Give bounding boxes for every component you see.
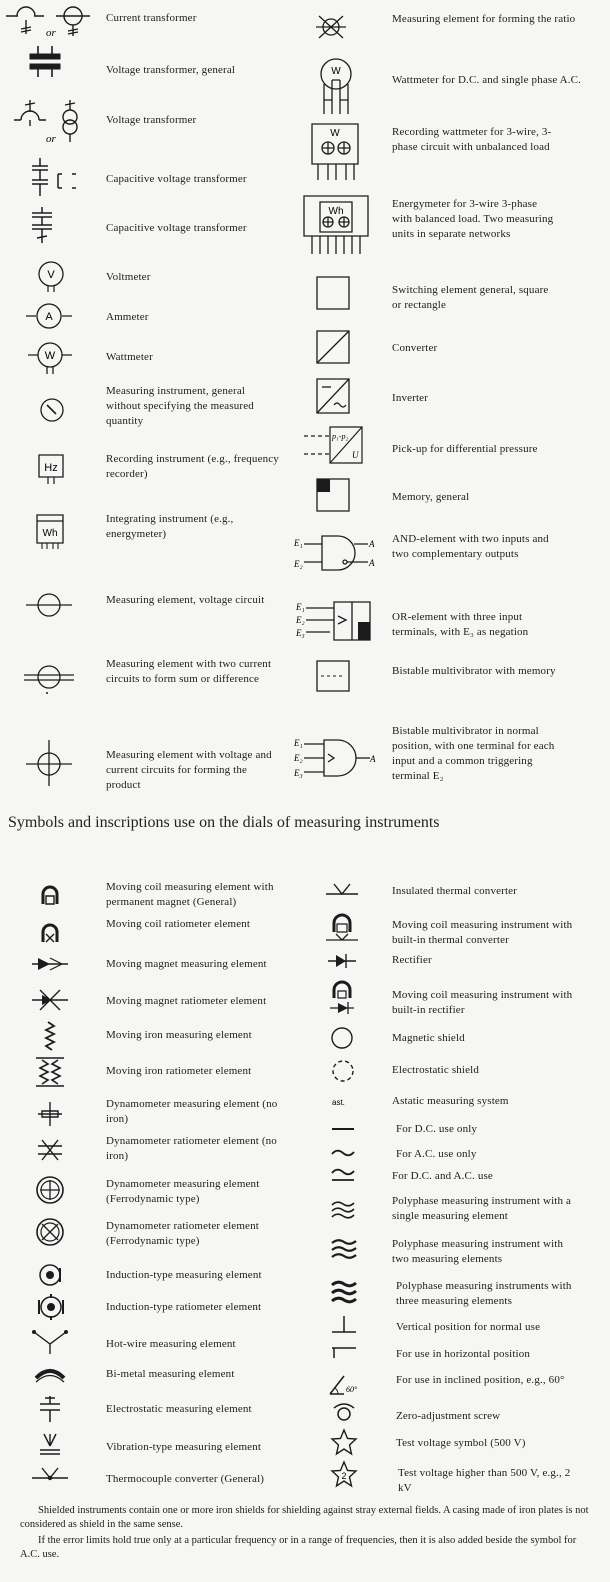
ac-icon: [330, 1146, 356, 1160]
entry-label: Dynamometer ratiometer element (no iron): [106, 1135, 277, 1162]
or-text: or: [46, 133, 56, 145]
entry-label: Recording wattmeter for 3-wire, 3-phase circuit with unbalanced load: [392, 126, 552, 153]
polyphase-single-icon: [330, 1198, 356, 1224]
e1-label: E₁: [294, 738, 303, 748]
ferrodynamic-ratiometer-icon: [34, 1216, 66, 1248]
ammeter-icon: [24, 301, 74, 331]
electrostatic-shield-icon: [330, 1058, 356, 1084]
and-element-icon: [292, 532, 378, 574]
voltage-transformer-general-icon: [26, 44, 66, 78]
dc-icon: [330, 1122, 356, 1136]
entry-label: AND-element with two inputs and two complementary outputs: [392, 533, 549, 560]
test-voltage-icon: [330, 1428, 358, 1456]
entry-label: For A.C. use only: [396, 1148, 477, 1160]
entry-label: Switching element general, square or rectangle: [392, 284, 549, 311]
capacitive-voltage-transformer-alt-icon: [28, 205, 58, 247]
measuring-instrument-icon: [38, 396, 66, 424]
entry-label: Thermocouple converter (General): [106, 1473, 265, 1485]
dc-ac-icon: [330, 1166, 356, 1186]
hot-wire-icon: [30, 1328, 70, 1356]
w-glyph: W: [330, 128, 340, 139]
switching-element-icon: [314, 274, 352, 312]
section-heading: Symbols and inscriptions use on the dials of measuring instruments: [8, 814, 440, 831]
e3-label: E₃: [294, 768, 303, 778]
entry-label: For D.C. and A.C. use: [392, 1170, 493, 1182]
induction-ratiometer-icon: [36, 1292, 66, 1322]
ammeter-glyph: A: [45, 311, 53, 323]
entry-label: Zero-adjustment screw: [396, 1410, 501, 1422]
e2-label: E₂: [294, 753, 303, 763]
entry-label: Induction-type measuring element: [106, 1269, 262, 1281]
entry-label: Polyphase measuring instrument with two measuring elements: [392, 1238, 564, 1265]
entry-label: Induction-type ratiometer element: [106, 1301, 262, 1313]
moving-magnet-icon: [30, 954, 70, 974]
entry-label: Dynamometer measuring element (Ferrodynamic type): [106, 1178, 260, 1205]
thermocouple-icon: [30, 1462, 70, 1488]
entry-label: Wattmeter: [106, 351, 153, 363]
voltmeter-icon: [34, 259, 68, 293]
moving-coil-thermal-icon: [324, 912, 360, 948]
entry-label: Astatic measuring system: [392, 1095, 509, 1107]
entry-label: Voltage transformer: [106, 114, 197, 126]
entry-label: Current transformer: [106, 12, 197, 24]
entry-label: Test voltage higher than 500 V, e.g., 2 kV: [398, 1467, 571, 1494]
moving-iron-ratiometer-icon: [32, 1054, 68, 1090]
moving-coil-icon: [38, 882, 62, 908]
zero-adjustment-icon: [330, 1402, 358, 1424]
deg60-glyph: 60°: [346, 1385, 358, 1394]
two-current-circuit-element-icon: [22, 660, 76, 696]
entry-label: OR-element with three input terminals, with E₃ as negation: [392, 611, 529, 638]
voltage-circuit-element-icon: [24, 590, 74, 620]
entry-label: Insulated thermal converter: [392, 885, 517, 897]
ferrodynamic-icon: [34, 1174, 66, 1206]
entry-label: Moving iron ratiometer element: [106, 1065, 252, 1077]
polyphase-two-icon: [330, 1236, 358, 1264]
entry-label: Dynamometer measuring element (no iron): [106, 1098, 278, 1125]
converter-icon: [314, 328, 352, 366]
entry-label: Vibration-type measuring element: [106, 1441, 262, 1453]
a-out-label: A: [369, 558, 375, 568]
capacitive-voltage-transformer-icon: [28, 156, 80, 200]
dynamometer-icon: [36, 1100, 64, 1128]
entry-label: For use in inclined position, e.g., 60°: [396, 1374, 565, 1386]
voltmeter-glyph: V: [47, 269, 55, 281]
pickup-icon: [302, 424, 366, 468]
bistable-icon: [314, 658, 352, 694]
entry-label: Dynamometer ratiometer element (Ferrodynamic type): [106, 1220, 259, 1247]
entry-label: Test voltage symbol (500 V): [396, 1437, 526, 1449]
moving-coil-rectifier-icon: [326, 980, 358, 1020]
recording-instrument-icon: [36, 452, 66, 486]
vertical-position-icon: [330, 1314, 358, 1336]
entry-label: Moving magnet measuring element: [106, 958, 267, 970]
entry-label: Converter: [392, 342, 438, 354]
moving-coil-ratiometer-icon: [38, 920, 62, 946]
entry-label: Ammeter: [106, 311, 149, 323]
induction-icon: [38, 1262, 64, 1288]
entry-label: Wattmeter for D.C. and single phase A.C.: [392, 74, 582, 86]
a-out-label: A: [369, 539, 375, 549]
current-transformer-icon: [4, 2, 96, 42]
moving-iron-icon: [40, 1020, 60, 1054]
or-element-icon: [294, 598, 374, 644]
energymeter-icon: [300, 192, 372, 258]
e2-label: E₂: [294, 559, 303, 569]
horizontal-position-icon: [330, 1344, 358, 1362]
integrating-instrument-icon: [34, 512, 66, 552]
wh-glyph: Wh: [328, 206, 344, 217]
kv-glyph: 2: [341, 1471, 347, 1481]
entry-label: Recording instrument (e.g., frequency recorder): [106, 453, 279, 480]
hz-glyph: Hz: [44, 462, 58, 474]
entry-label: Electrostatic shield: [392, 1064, 479, 1076]
entry-label: Measuring element with voltage and current circuits for forming the product: [106, 749, 272, 791]
entry-label: Moving iron measuring element: [106, 1029, 252, 1041]
entry-label: Inverter: [392, 392, 429, 404]
entry-label: Capacitive voltage transformer: [106, 222, 247, 234]
wattmeter-icon: [26, 340, 74, 376]
entry-label: Polyphase measuring instrument with a single measuring element: [392, 1195, 572, 1222]
polyphase-three-icon: [330, 1278, 358, 1308]
entry-label: Bi-metal measuring element: [106, 1368, 235, 1380]
entry-label: Moving coil ratiometer element: [106, 918, 251, 930]
e1-label: E₁: [296, 602, 305, 612]
entry-label: Measuring instrument, general without specifying the measured quantity: [106, 385, 254, 427]
or-text: or: [46, 27, 56, 39]
inverter-icon: [314, 376, 352, 416]
entry-label: Capacitive voltage transformer: [106, 173, 247, 185]
entry-label: Voltmeter: [106, 271, 151, 283]
entry-label: Bistable multivibrator with memory: [392, 665, 556, 677]
u-glyph: U: [352, 450, 359, 460]
dynamometer-ratiometer-icon: [36, 1136, 64, 1164]
entry-label: For D.C. use only: [396, 1123, 478, 1135]
e1-label: E₁: [294, 538, 303, 548]
magnetic-shield-icon: [330, 1026, 354, 1050]
inclined-position-icon: [326, 1372, 366, 1398]
wh-glyph: Wh: [42, 528, 58, 539]
entry-label: Hot-wire measuring element: [106, 1338, 236, 1350]
electrostatic-element-icon: [36, 1394, 64, 1424]
entry-label: Measuring element, voltage circuit: [106, 594, 265, 606]
e2-label: E₂: [296, 615, 305, 625]
entry-label: Measuring element for forming the ratio: [392, 13, 576, 25]
w-glyph: W: [331, 66, 341, 77]
entry-label: Memory, general: [392, 491, 470, 503]
entry-label: Polyphase measuring instruments with three measuring elements: [396, 1280, 572, 1307]
entry-label: Moving coil measuring element with permanent magnet (General): [106, 881, 274, 908]
entry-label: Rectifier: [392, 954, 432, 966]
test-voltage-high-icon: [330, 1460, 358, 1488]
bi-metal-icon: [34, 1362, 66, 1384]
rectifier-icon: [326, 952, 358, 970]
entry-label: Energymeter for 3-wire 3-phase with balanced load. Two measuring units in separate networks: [392, 198, 554, 240]
entry-label: Magnetic shield: [392, 1032, 465, 1044]
entry-label: Moving magnet ratiometer element: [106, 995, 267, 1007]
wattmeter-dc-icon: [310, 56, 362, 118]
wattmeter-glyph: W: [44, 350, 56, 362]
voltage-transformer-icon: [10, 96, 96, 144]
moving-magnet-ratiometer-icon: [30, 986, 70, 1014]
memory-icon: [314, 476, 352, 514]
p1p2-glyph: p₁-p₂: [332, 432, 349, 441]
entry-label: Vertical position for normal use: [396, 1321, 541, 1333]
entry-label: For use in horizontal position: [396, 1348, 531, 1360]
entry-label: Integrating instrument (e.g., energymeter): [106, 513, 234, 540]
insulated-thermal-converter-icon: [324, 880, 360, 900]
ratio-element-icon: [314, 12, 348, 42]
entry-label: Electrostatic measuring element: [106, 1403, 252, 1415]
entry-label: Measuring element with two current circuits to form sum or difference: [106, 658, 272, 685]
bistable-normal-icon: [292, 734, 378, 782]
entry-label: Moving coil measuring instrument with built-in rectifier: [392, 989, 573, 1016]
entry-label: Bistable multivibrator in normal position, with one terminal for each input and a common triggering terminal E₂: [392, 725, 555, 782]
vibration-icon: [36, 1432, 64, 1458]
footnote: Shielded instruments contain one or more iron shields for shielding against stray external fields. A casing made of iron plates is not considered as shield in the same sense.: [20, 1505, 589, 1530]
e3-label: E₃: [296, 628, 305, 638]
voltage-current-element-icon: [24, 738, 74, 788]
footnote: If the error limits hold true only at a particular frequency or in a range of frequencies, then it is also added beside the symbol for A.C. use.: [20, 1535, 577, 1560]
recording-wattmeter-icon: [306, 120, 364, 184]
entry-label: Pick-up for differential pressure: [392, 443, 538, 455]
a-out-label: A: [370, 754, 376, 764]
astatic-icon: [328, 1094, 362, 1110]
entry-label: Voltage transformer, general: [106, 64, 236, 76]
ast-glyph: ast.: [332, 1098, 345, 1107]
entry-label: Moving coil measuring instrument with built-in thermal converter: [392, 919, 573, 946]
